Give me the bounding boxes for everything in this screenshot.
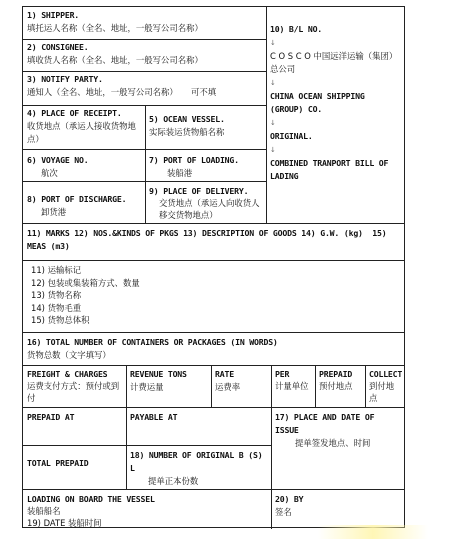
- marks-header-cell: [23, 225, 404, 261]
- voyage-no-cell[interactable]: [23, 152, 145, 181]
- row-divider: [23, 332, 404, 333]
- total-containers-description: 货物总数（文字填写）: [27, 350, 111, 360]
- shipper-cell[interactable]: [23, 7, 266, 39]
- revenue-tons-cell[interactable]: [126, 366, 211, 406]
- number-original-cell[interactable]: [126, 447, 271, 489]
- place-date-issue-cell[interactable]: [271, 409, 404, 448]
- loading-date: 19) DATE 装船时间: [27, 518, 102, 528]
- original-mark: ORIGINAL.: [270, 131, 313, 141]
- port-of-discharge-label: 8) PORT OF DISCHARGE.: [27, 194, 127, 204]
- loading-on-board-cell[interactable]: [23, 491, 271, 527]
- payable-at-label: PAYABLE AT: [130, 412, 178, 422]
- row-divider: [23, 223, 404, 224]
- port-of-discharge-cell[interactable]: [23, 191, 145, 223]
- loading-on-board-label: LOADING ON BOARD THE VESSEL: [27, 494, 155, 504]
- ocean-vessel-label: 5) OCEAN VESSEL.: [149, 114, 225, 124]
- combined-transport-title: COMBINED TRANPORT BILL OF LADING: [270, 158, 393, 181]
- place-of-receipt-cell[interactable]: [23, 105, 145, 149]
- ocean-vessel-cell[interactable]: [145, 111, 266, 149]
- port-of-loading-label: 7) PORT OF LOADING.: [149, 155, 239, 165]
- row-divider: [23, 407, 404, 408]
- per-label: PER: [275, 369, 290, 379]
- consignee-label: 2) CONSIGNEE.: [27, 42, 89, 52]
- place-of-receipt-label: 4) PLACE OF RECEIPT.: [27, 108, 122, 118]
- highlight-glow: [318, 525, 428, 539]
- prepaid-at-cell[interactable]: [23, 409, 126, 445]
- notify-party-cell[interactable]: [23, 71, 266, 105]
- prepaid-cell[interactable]: [315, 366, 365, 406]
- port-of-loading-description: 装船港: [167, 168, 193, 178]
- shipper-description: 填托运人名称（全名、地址，一般写公司名称）: [27, 23, 203, 33]
- prepaid-description: 预付地点: [319, 381, 353, 391]
- revenue-tons-description: 计费运量: [130, 382, 164, 392]
- port-of-discharge-description: 卸货港: [41, 207, 67, 217]
- voyage-no-label: 6) VOYAGE NO.: [27, 155, 89, 165]
- arrow-mark-icon: ↓: [270, 79, 276, 87]
- place-date-issue-description: 提单签发地点、时间: [295, 438, 371, 448]
- rate-description: 运费率: [215, 382, 241, 392]
- goods-line-name: 13) 货物名称: [31, 290, 82, 300]
- row-divider: [23, 489, 404, 490]
- signed-by-label: 20) BY: [275, 494, 304, 504]
- goods-line-volume: 15) 货物总体积: [31, 315, 90, 325]
- shipper-label: 1) SHIPPER.: [27, 10, 80, 20]
- total-prepaid-label: TOTAL PREPAID: [27, 458, 89, 468]
- total-containers-label: 16) TOTAL NUMBER OF CONTAINERS OR PACKAGES (IN WORDS): [27, 337, 278, 347]
- marks-header-label: 11) MARKS 12) NOS.&KINDS OF PKGS 13) DESCRIPTION OF GOODS 14) G.W. (kg) 15) MEAS (m3): [27, 228, 392, 251]
- arrow-mark-icon: ↓: [270, 146, 276, 154]
- revenue-tons-label: REVENUE TONS: [130, 369, 187, 379]
- goods-description-cell[interactable]: [27, 262, 267, 334]
- goods-line-packing: 12) 包装或集装箱方式、数量: [31, 277, 140, 288]
- port-of-loading-cell[interactable]: [145, 152, 266, 181]
- place-of-delivery-description: 交货地点（承运人向收货人移交货物地点）: [159, 198, 260, 220]
- signed-by-cell[interactable]: [271, 491, 404, 527]
- bl-number-label: 10) B/L NO.: [270, 24, 323, 34]
- arrow-mark-icon: ↓: [270, 39, 276, 47]
- per-cell[interactable]: [271, 366, 315, 406]
- cosco-company-name: C O S C O 中国远洋运输（集团）总公司: [270, 51, 398, 74]
- place-of-delivery-label: 9) PLACE OF DELIVERY.: [149, 186, 249, 196]
- freight-charges-cell[interactable]: [23, 366, 126, 406]
- prepaid-at-label: PREPAID AT: [27, 412, 75, 422]
- prepaid-label: PREPAID: [319, 369, 353, 379]
- notify-party-label: 3) NOTIFY PARTY.: [27, 74, 103, 84]
- signed-by-description: 签名: [275, 507, 292, 517]
- row-divider: [23, 260, 404, 261]
- collect-cell[interactable]: [365, 366, 404, 406]
- arrow-mark-icon: ↓: [270, 119, 276, 127]
- goods-line-weight: 14) 货物毛重: [31, 302, 82, 313]
- freight-charges-description: 运费支付方式：预付或到付: [27, 381, 120, 403]
- china-ocean-shipping-name: CHINA OCEAN SHIPPING (GROUP) CO.: [270, 91, 370, 114]
- total-prepaid-cell[interactable]: [23, 455, 126, 489]
- rate-cell[interactable]: [211, 366, 271, 406]
- number-original-description: 提单正本份数: [148, 476, 199, 486]
- payable-at-cell[interactable]: [126, 409, 271, 445]
- place-date-issue-label: 17) PLACE AND DATE OF ISSUE: [275, 412, 380, 435]
- goods-line-marks: 11) 运输标记: [31, 265, 82, 275]
- consignee-description: 填收货人名称（全名、地址，一般写公司名称）: [27, 55, 203, 65]
- collect-description: 到付地点: [369, 381, 395, 403]
- place-of-delivery-cell[interactable]: [145, 183, 266, 223]
- consignee-cell[interactable]: [23, 39, 266, 71]
- bl-number-cell[interactable]: [266, 21, 406, 221]
- collect-label: COLLECT: [369, 369, 403, 379]
- notify-party-description: 通知人（全名、地址，一般写公司名称） 可不填: [27, 87, 217, 97]
- total-containers-cell[interactable]: [23, 334, 404, 364]
- voyage-no-description: 航次: [41, 168, 58, 178]
- number-original-label: 18) NUMBER OF ORIGINAL B (S) L: [130, 450, 268, 473]
- place-of-receipt-description: 收货地点（承运人接收货物地点）: [27, 121, 136, 144]
- row-divider: [23, 445, 271, 446]
- ocean-vessel-description: 实际装运货物船名称: [149, 127, 225, 137]
- bill-of-lading-form: [22, 6, 405, 528]
- loading-vessel-name: 装船船名: [27, 506, 61, 516]
- per-description: 计量单位: [275, 381, 309, 391]
- rate-label: RATE: [215, 369, 234, 379]
- freight-charges-label: FREIGHT & CHARGES: [27, 369, 108, 379]
